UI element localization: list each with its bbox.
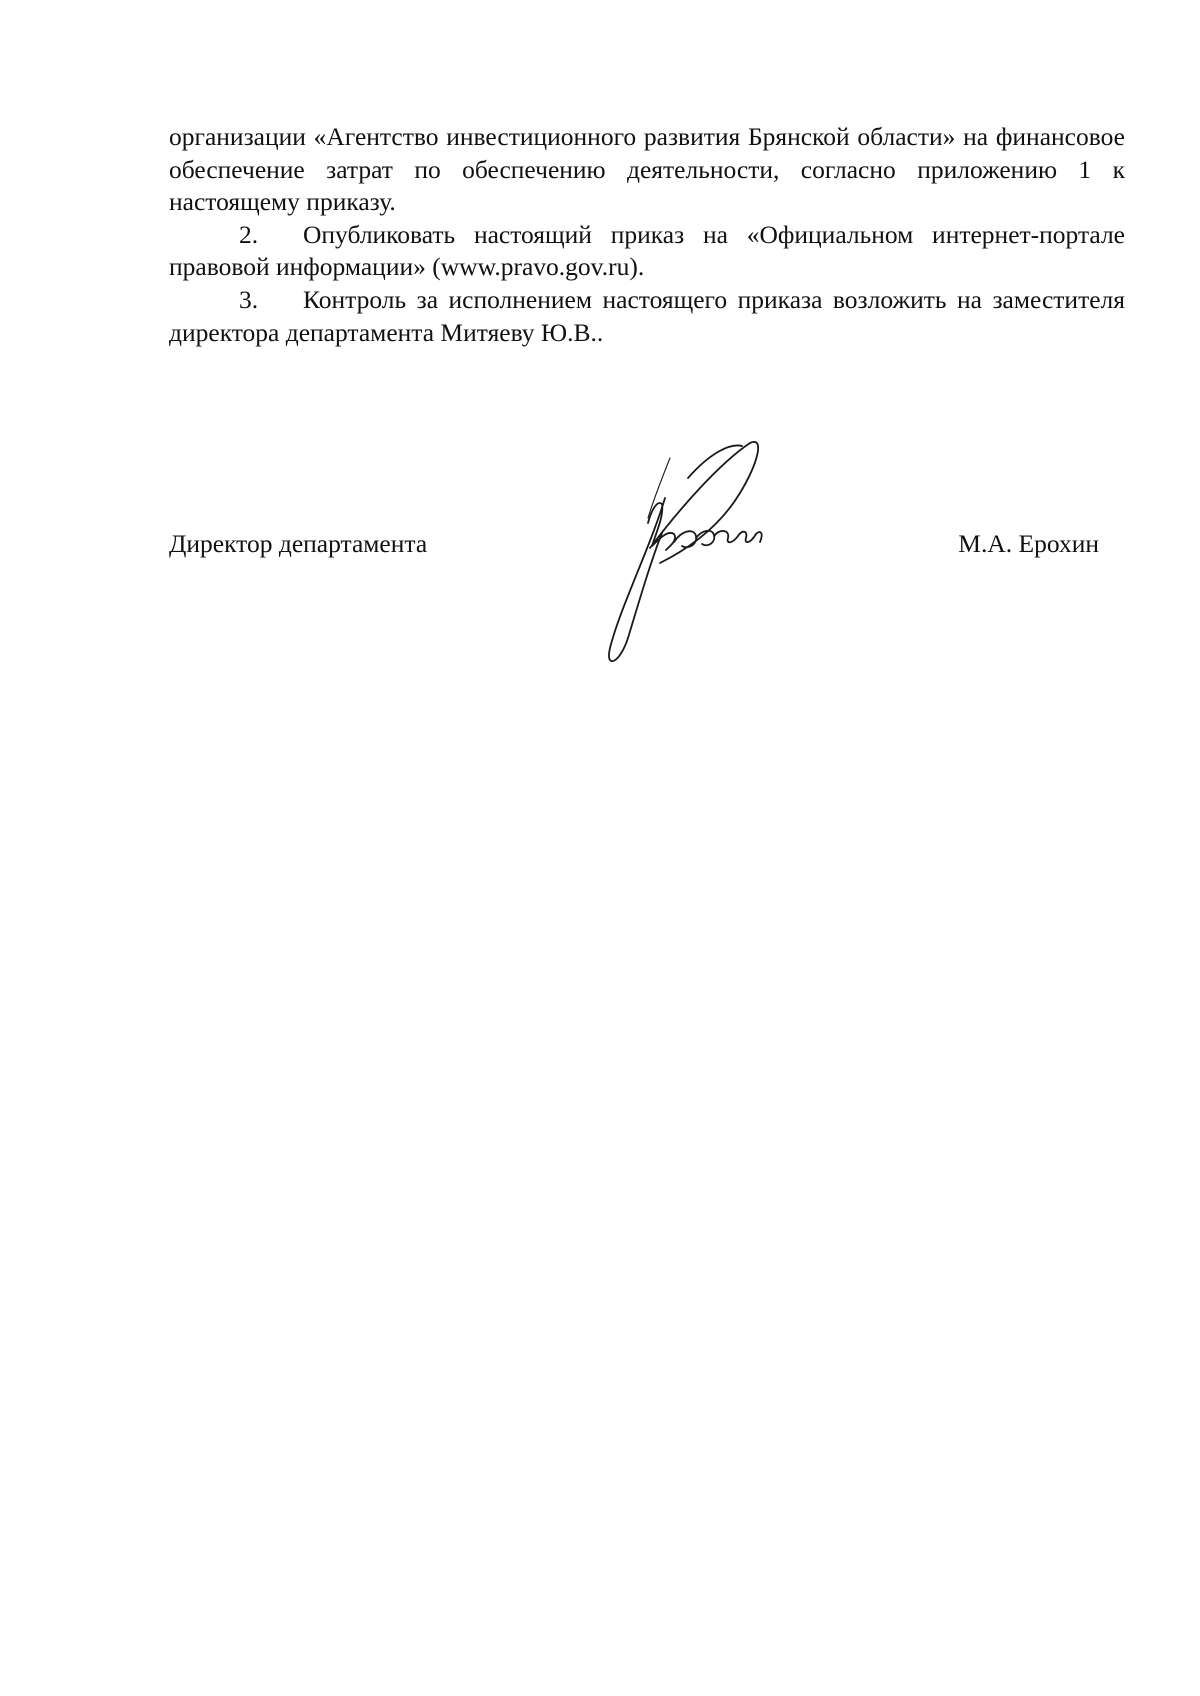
paragraph-text: Контроль за исполнением настоящего приказа возложить на заместителя директора департамента Митяеву Ю.В.. (169, 284, 1125, 347)
paragraph-item-3 (169, 284, 1125, 349)
paragraph-text: Опубликовать настоящий приказ на «Официальном интернет-портале правовой информации» (www.pravo.gov.ru). (169, 219, 1125, 282)
paragraph-text: организации «Агентство инвестиционного развития Брянской области» на финансовое обеспечение затрат по обеспечению деятельности, согласно приложению 1 к настоящему приказу. (169, 122, 1125, 217)
signature-block (169, 528, 1099, 568)
paragraph-number: 2. (239, 219, 259, 249)
document-body (169, 121, 1125, 349)
paragraph-item-2 (169, 219, 1125, 284)
paragraph-continuation (169, 121, 1125, 219)
signatory-name: М.А. Ерохин (958, 529, 1099, 558)
paragraph-number: 3. (239, 284, 259, 314)
signatory-position: Директор департамента (169, 529, 428, 558)
